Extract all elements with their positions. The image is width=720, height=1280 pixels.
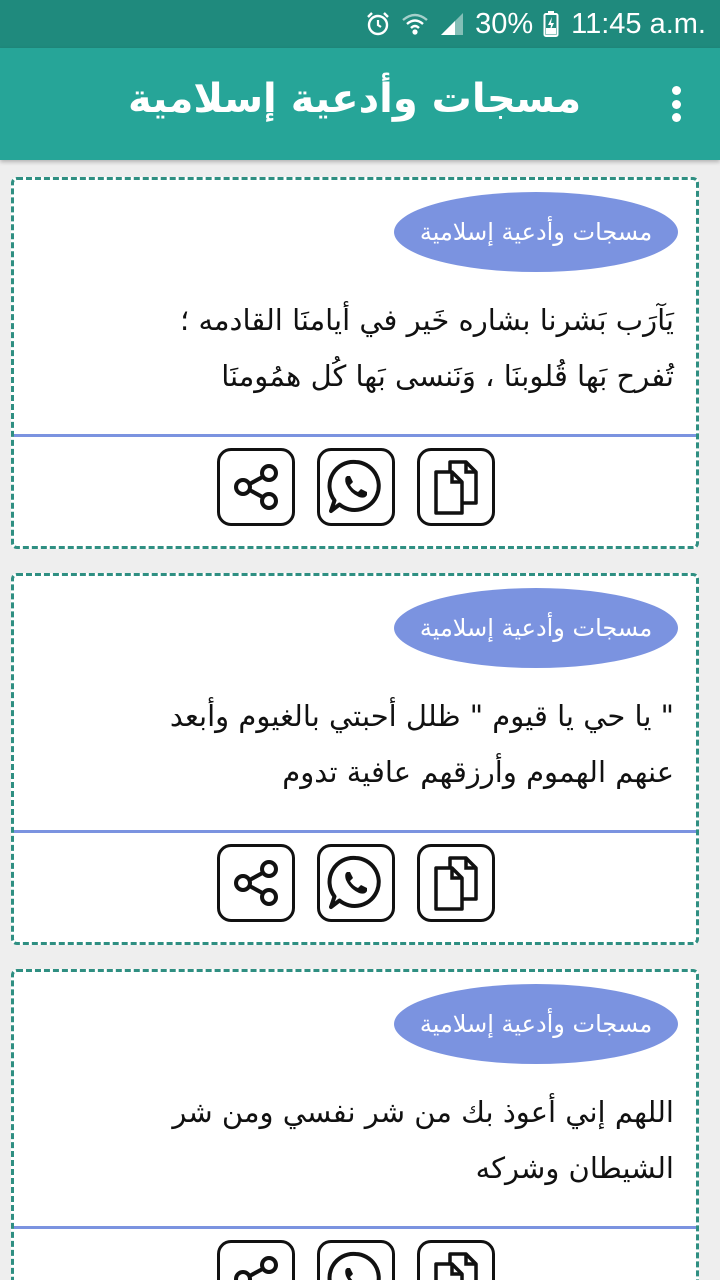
copy-icon	[428, 457, 484, 517]
message-text	[34, 1084, 674, 1196]
whatsapp-icon	[325, 1248, 387, 1280]
card-divider	[14, 830, 696, 833]
status-time: 11:45 a.m.	[571, 7, 706, 40]
message-card	[11, 177, 699, 549]
signal-icon	[439, 11, 465, 37]
whatsapp-button[interactable]	[317, 448, 395, 526]
message-line: اللهم إني أعوذ بك من شر نفسي ومن شر	[172, 1095, 674, 1129]
copy-button[interactable]	[417, 1240, 495, 1280]
message-card	[11, 573, 699, 945]
messages-list[interactable]	[0, 160, 720, 1280]
category-badge: مسجات وأدعية إسلامية	[394, 192, 678, 272]
card-actions	[14, 1240, 696, 1280]
whatsapp-icon	[325, 456, 387, 518]
share-icon	[226, 853, 286, 913]
card-divider	[14, 434, 696, 437]
share-icon	[226, 457, 286, 517]
alarm-icon	[365, 11, 391, 37]
share-icon	[226, 1249, 286, 1280]
whatsapp-icon	[325, 852, 387, 914]
message-line: الشيطان وشركه	[475, 1151, 674, 1185]
copy-button[interactable]	[417, 844, 495, 922]
share-button[interactable]	[217, 448, 295, 526]
category-badge: مسجات وأدعية إسلامية	[394, 588, 678, 668]
battery-percent: 30%	[475, 7, 534, 40]
message-line: عنهم الهموم وأرزقهم عافية تدوم	[282, 755, 674, 789]
share-button[interactable]	[217, 1240, 295, 1280]
card-actions	[14, 844, 696, 924]
share-button[interactable]	[217, 844, 295, 922]
wifi-icon	[401, 11, 429, 37]
copy-button[interactable]	[417, 448, 495, 526]
card-actions	[14, 448, 696, 528]
whatsapp-button[interactable]	[317, 844, 395, 922]
message-line: يَآرَب بَشرنا بشاره خَير في أيامنَا القادمه ؛	[180, 303, 674, 337]
more-vert-icon[interactable]	[660, 82, 692, 126]
message-text	[34, 292, 674, 404]
whatsapp-button[interactable]	[317, 1240, 395, 1280]
message-line: تُفرح بَها قُلوبنَا ، وَنَنسى بَها كُل همُومنَا	[221, 359, 674, 393]
message-line: " يا حي يا قيوم " ظلل أحبتي بالغيوم وأبعد	[169, 699, 674, 733]
battery-icon	[543, 10, 559, 38]
app-title: مسجات وأدعية إسلامية	[128, 76, 582, 122]
message-card	[11, 969, 699, 1280]
status-bar	[0, 0, 720, 48]
app-bar	[0, 48, 720, 160]
copy-icon	[428, 1249, 484, 1280]
copy-icon	[428, 853, 484, 913]
category-badge: مسجات وأدعية إسلامية	[394, 984, 678, 1064]
message-text	[34, 688, 674, 800]
card-divider	[14, 1226, 696, 1229]
